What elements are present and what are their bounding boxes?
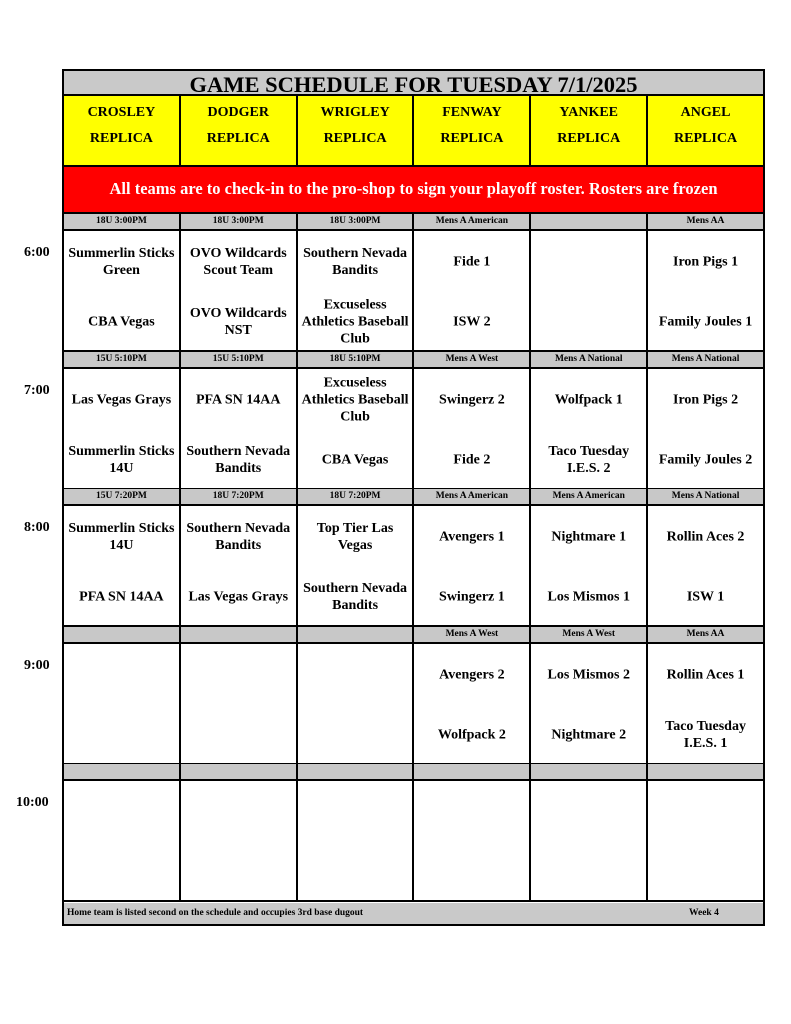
schedule-sheet <box>62 69 765 926</box>
field-name: DODGER <box>207 105 269 120</box>
away-team: Southern Nevada Bandits <box>303 246 407 278</box>
field-name: YANKEE <box>559 105 619 120</box>
division-label: Mens A American <box>414 214 531 229</box>
game-cell <box>531 781 648 900</box>
home-team: PFA SN 14AA <box>79 589 164 605</box>
division-label: Mens A National <box>531 352 648 367</box>
away-team: Wolfpack 1 <box>554 392 623 407</box>
division-label: Mens A National <box>648 352 763 367</box>
division-header-row <box>64 489 763 506</box>
games-row <box>64 231 763 352</box>
time-label: 6:00 <box>24 245 50 260</box>
game-cell <box>648 781 763 900</box>
division-label: 18U 7:20PM <box>181 489 298 504</box>
time-slot <box>64 352 763 490</box>
away-team: Rollin Aces 2 <box>666 529 745 545</box>
field-name: FENWAY <box>442 105 502 120</box>
home-team: OVO Wildcards NST <box>189 306 287 338</box>
division-label: Mens A West <box>414 352 531 367</box>
division-label <box>414 764 531 779</box>
time-label: 8:00 <box>24 520 50 535</box>
division-label <box>531 214 648 229</box>
time-slot <box>64 764 763 902</box>
time-slot <box>64 214 763 352</box>
field-sub: REPLICA <box>440 131 504 146</box>
time-label: 7:00 <box>24 382 50 398</box>
away-team: PFA SN 14AA <box>195 392 281 407</box>
page-title: GAME SCHEDULE FOR TUESDAY 7/1/2025 <box>64 71 763 96</box>
home-team: Family Joules 2 <box>658 452 753 467</box>
game-cell <box>648 644 763 763</box>
division-label: Mens A West <box>531 627 648 642</box>
division-label <box>298 627 415 642</box>
time-slot <box>64 489 763 627</box>
field-yankee <box>531 96 648 165</box>
game-cell <box>648 369 763 488</box>
division-header-row <box>64 764 763 781</box>
division-label: Mens A American <box>414 489 531 504</box>
home-team: Family Joules 1 <box>658 314 753 330</box>
game-cell <box>298 506 415 625</box>
home-team: Swingerz 1 <box>439 589 505 605</box>
home-team: ISW 1 <box>686 589 725 605</box>
field-sub: REPLICA <box>323 131 387 146</box>
game-cell <box>414 644 531 763</box>
division-label: 18U 3:00PM <box>181 214 298 229</box>
division-label <box>181 764 298 779</box>
division-header-row <box>64 627 763 644</box>
game-cell <box>648 231 763 350</box>
field-sub: REPLICA <box>557 131 621 146</box>
home-team: Wolfpack 2 <box>437 727 506 742</box>
home-team: Nightmare 2 <box>551 727 627 742</box>
game-cell <box>298 781 415 900</box>
division-label <box>648 764 763 779</box>
home-team: Excuseless Athletics Baseball Club <box>301 297 409 347</box>
home-team: Taco Tuesday I.E.S. 1 <box>665 718 746 751</box>
field-name: CROSLEY <box>87 105 156 120</box>
time-slot <box>64 627 763 765</box>
game-cell <box>531 644 648 763</box>
week-label: Week 4 <box>689 908 719 918</box>
away-team: Excuseless Athletics Baseball Club <box>301 375 409 424</box>
footer-bar <box>64 903 763 924</box>
division-label <box>531 764 648 779</box>
division-header-row <box>64 352 763 369</box>
game-cell <box>181 369 298 488</box>
home-team: Taco Tuesday I.E.S. 2 <box>548 443 630 476</box>
away-team: OVO Wildcards Scout Team <box>189 246 287 278</box>
footer-note: Home team is listed second on the schedule and occupies 3rd base dugout <box>67 908 364 918</box>
field-wrigley <box>298 96 415 165</box>
field-angel <box>648 96 763 165</box>
away-team: Avengers 1 <box>439 529 505 545</box>
game-cell <box>648 506 763 625</box>
field-name: WRIGLEY <box>320 105 390 120</box>
game-cell <box>414 506 531 625</box>
game-cell <box>181 506 298 625</box>
home-team: Los Mismos 1 <box>547 589 630 605</box>
time-label: 10:00 <box>16 795 49 810</box>
division-label: Mens AA <box>648 214 763 229</box>
field-sub: REPLICA <box>674 131 738 146</box>
away-team: Rollin Aces 1 <box>666 667 745 682</box>
field-dodger <box>181 96 298 165</box>
field-fenway <box>414 96 531 165</box>
games-row <box>64 644 763 765</box>
game-cell <box>181 231 298 350</box>
division-label: 18U 5:10PM <box>298 352 415 367</box>
division-label <box>298 764 415 779</box>
division-label: 15U 5:10PM <box>181 352 298 367</box>
division-label: Mens A West <box>414 627 531 642</box>
division-label: 15U 7:20PM <box>64 489 181 504</box>
home-team: ISW 2 <box>453 314 491 330</box>
division-label: 18U 7:20PM <box>298 489 415 504</box>
division-label <box>64 764 181 779</box>
away-team: Avengers 2 <box>439 667 505 682</box>
game-cell <box>414 781 531 900</box>
game-cell <box>64 369 181 488</box>
game-cell <box>64 781 181 900</box>
field-sub: REPLICA <box>206 131 270 146</box>
home-team: Summerlin Sticks 14U <box>68 443 175 476</box>
away-team: Southern Nevada Bandits <box>186 521 291 553</box>
game-cell <box>64 231 181 350</box>
division-label: 18U 3:00PM <box>64 214 181 229</box>
games-row <box>64 506 763 627</box>
division-label: 15U 5:10PM <box>64 352 181 367</box>
away-team: Iron Pigs 2 <box>673 392 739 407</box>
game-cell <box>414 231 531 350</box>
game-cell <box>531 369 648 488</box>
home-team: Southern Nevada Bandits <box>303 581 407 613</box>
home-team: Las Vegas Grays <box>188 589 289 605</box>
away-team: Nightmare 1 <box>551 529 627 545</box>
division-header-row <box>64 214 763 231</box>
game-cell <box>531 506 648 625</box>
home-team: CBA Vegas <box>88 314 155 330</box>
away-team: Summerlin Sticks Green <box>68 246 175 278</box>
away-team: Top Tier Las Vegas <box>316 521 394 553</box>
field-crosley <box>64 96 181 165</box>
division-label <box>181 627 298 642</box>
away-team: Swingerz 2 <box>439 392 505 407</box>
field-name: ANGEL <box>680 105 731 120</box>
division-label: Mens A American <box>531 489 648 504</box>
away-team: Las Vegas Grays <box>71 392 172 407</box>
game-cell <box>298 231 415 350</box>
notice-banner: All teams are to check-in to the pro-shop to sign your playoff roster. Rosters are frozen <box>64 167 763 214</box>
field-header-row <box>64 96 763 167</box>
games-row <box>64 781 763 902</box>
away-team: Iron Pigs 1 <box>673 254 739 270</box>
game-cell <box>64 644 181 763</box>
game-cell <box>298 644 415 763</box>
home-team: Southern Nevada Bandits <box>186 443 291 476</box>
game-cell <box>64 506 181 625</box>
time-label: 9:00 <box>24 657 50 673</box>
division-label: Mens A National <box>648 489 763 504</box>
field-sub: REPLICA <box>89 131 153 146</box>
division-label: 18U 3:00PM <box>298 214 415 229</box>
game-cell <box>531 231 648 350</box>
division-label: Mens AA <box>648 627 763 642</box>
game-cell <box>414 369 531 488</box>
games-row <box>64 369 763 490</box>
away-team: Los Mismos 2 <box>547 667 630 682</box>
away-team: Summerlin Sticks 14U <box>68 521 175 553</box>
home-team: Fide 2 <box>453 452 491 467</box>
home-team: CBA Vegas <box>321 452 389 467</box>
game-cell <box>181 644 298 763</box>
game-cell <box>181 781 298 900</box>
game-cell <box>298 369 415 488</box>
away-team: Fide 1 <box>453 254 491 270</box>
division-label <box>64 627 181 642</box>
